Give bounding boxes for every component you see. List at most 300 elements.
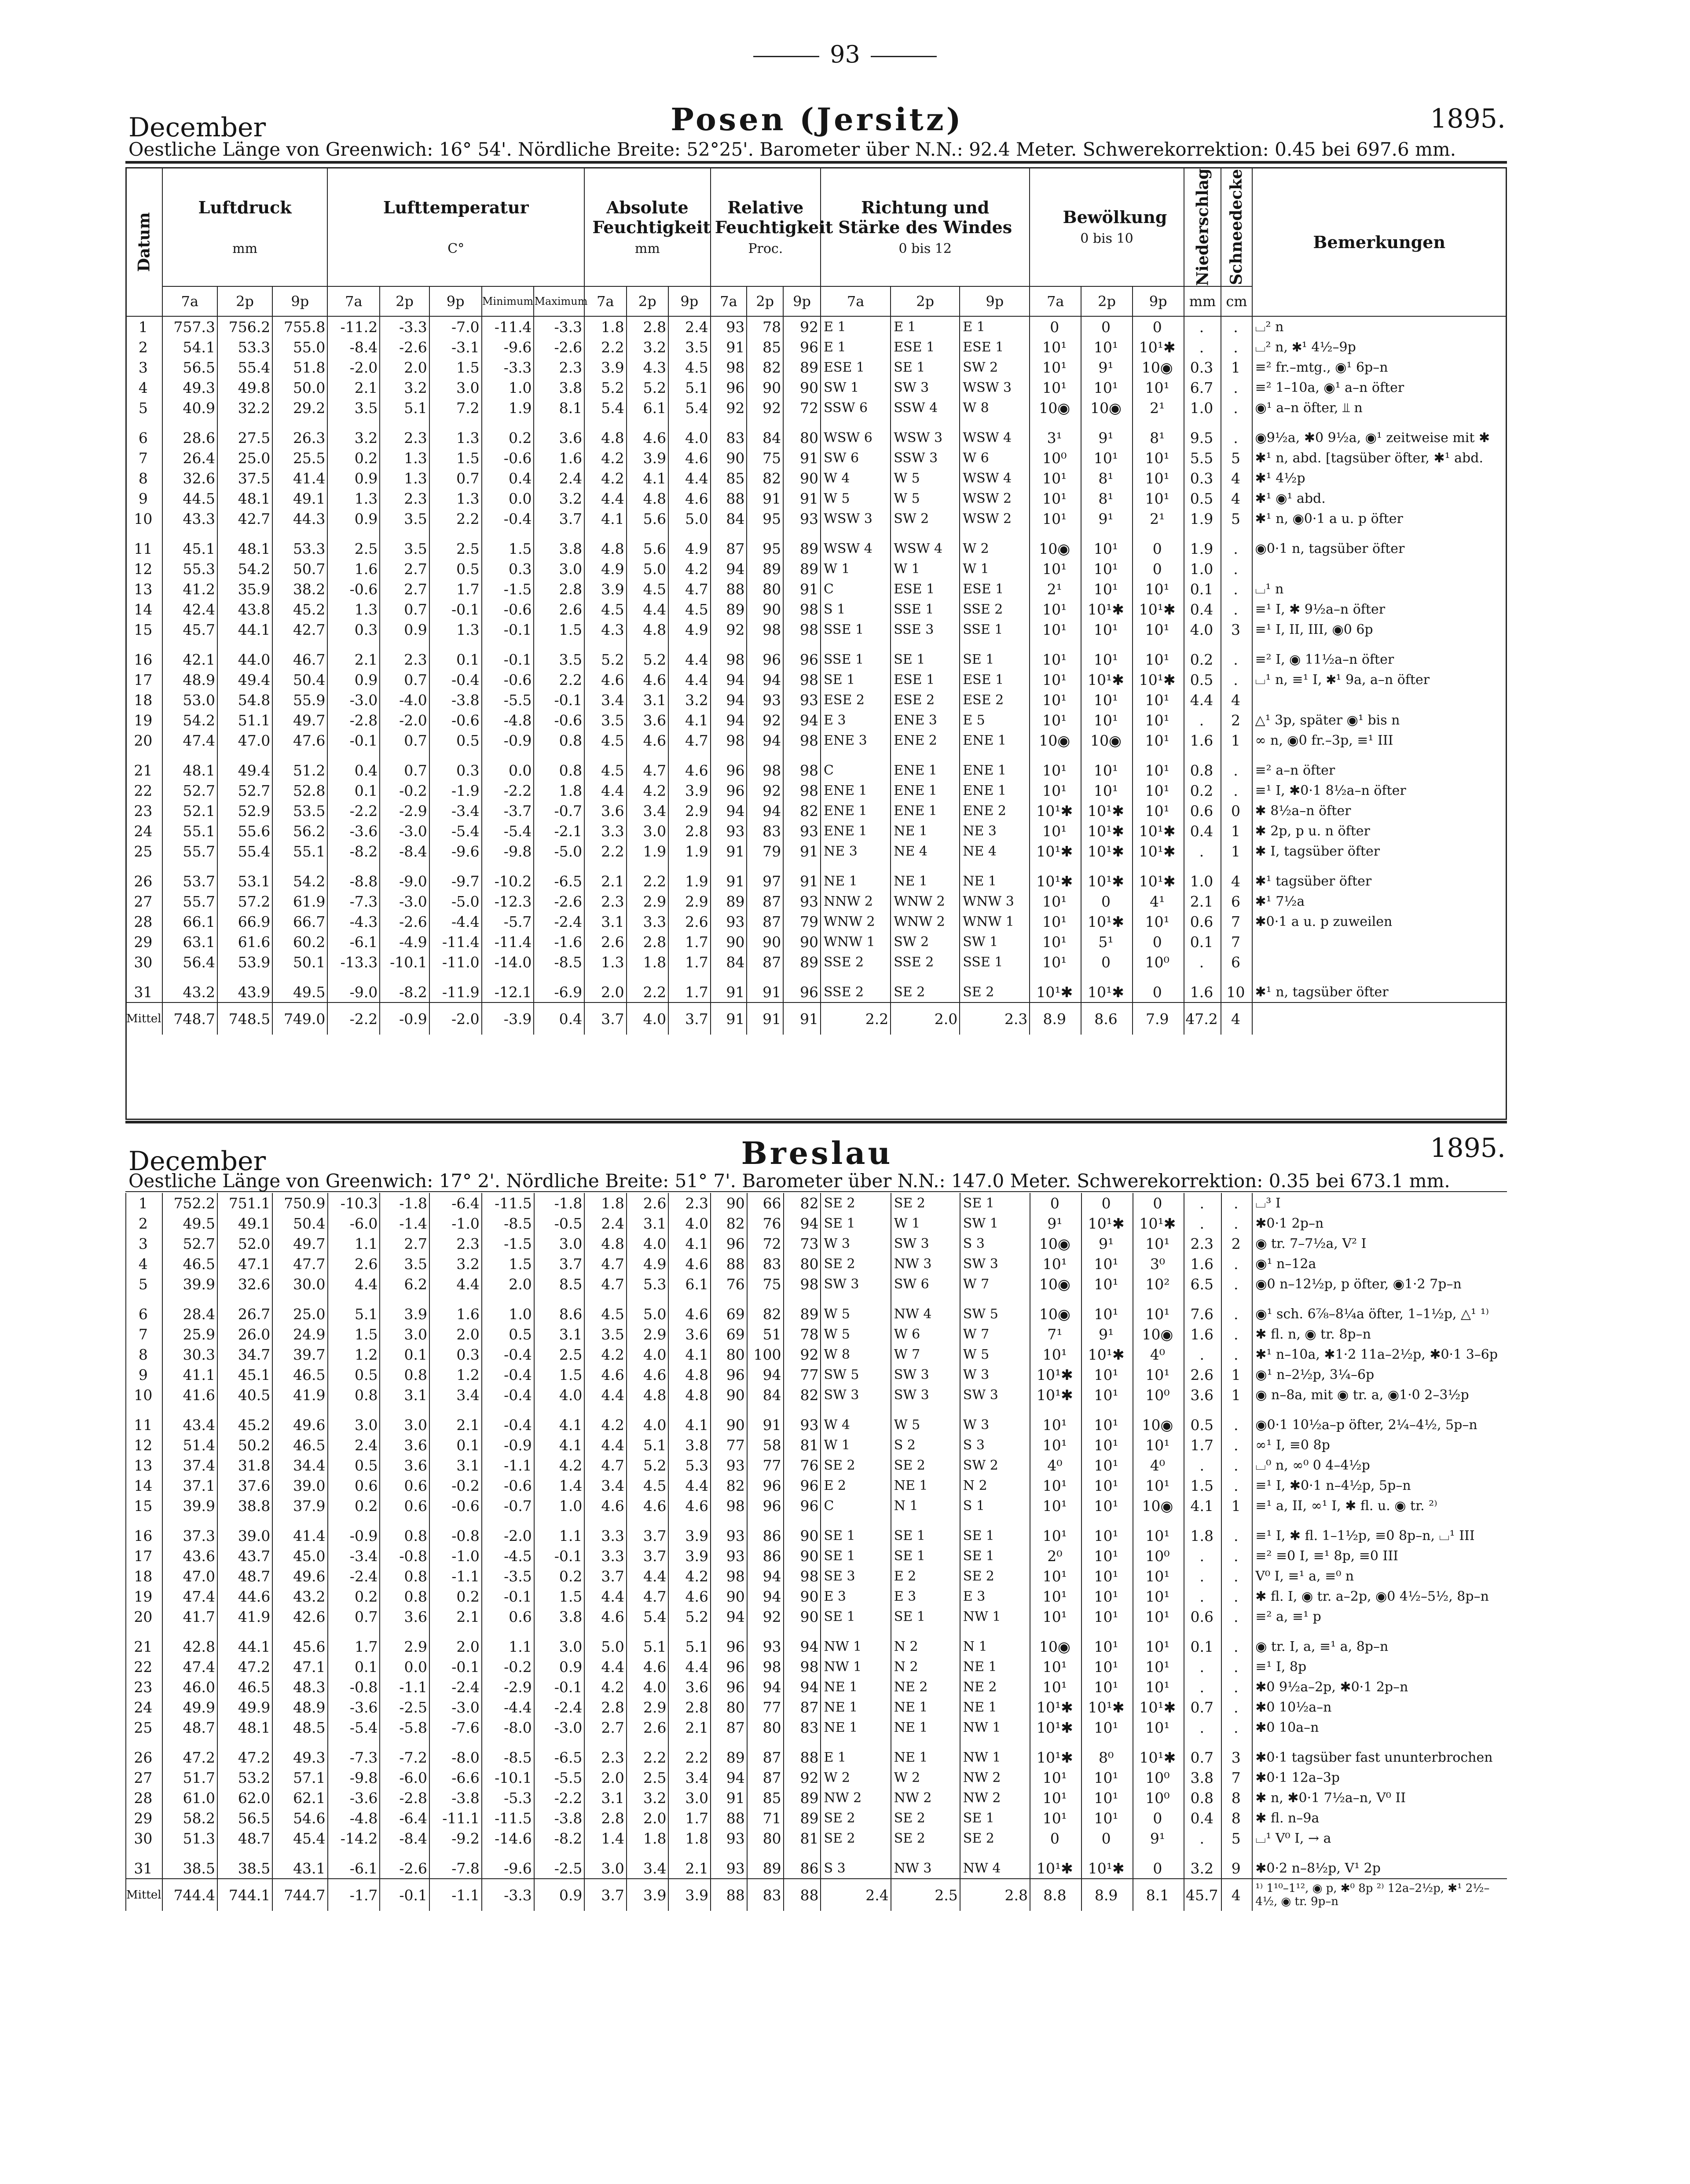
cell-r2: 87 [747, 1767, 784, 1788]
day-cell: 25 [126, 1717, 162, 1738]
cell-t7: 1.1 [328, 1233, 380, 1254]
cell-n: 1.9 [1184, 529, 1221, 559]
cell-b9: 10¹ [1133, 730, 1184, 750]
cell-p9: 47.6 [272, 730, 327, 750]
cell-p7: 40.9 [162, 398, 217, 418]
cell-p9: 50.4 [272, 669, 327, 690]
cell-a2: 6.1 [627, 398, 669, 418]
cell-w2: SE 2 [891, 1808, 960, 1828]
table-row [126, 1365, 1507, 1385]
cell-t2: 0.6 [380, 1475, 429, 1496]
cell-r2: 58 [747, 1435, 784, 1455]
cell-b7: 10¹ [1030, 952, 1081, 972]
cell-b7: 10¹ [1030, 1657, 1081, 1677]
cell-p9: 53.3 [272, 529, 327, 559]
cell-r9: 90 [784, 1516, 821, 1546]
cell-w2: S 2 [891, 1435, 960, 1455]
cell-rem: ✱¹ 7½a [1252, 891, 1507, 911]
cell-p7: 37.1 [162, 1475, 217, 1496]
cell-t2: 2.0 [380, 357, 429, 377]
cell-t9: 7.2 [429, 398, 482, 418]
cell-r2: 92 [747, 780, 783, 801]
cell-tmax: -2.5 [534, 1848, 585, 1879]
cell-n: 2.6 [1184, 1365, 1221, 1385]
cell-p9: 37.9 [272, 1496, 327, 1516]
cell-w7: NNW 2 [821, 891, 891, 911]
cell-t2: 0.6 [380, 1496, 429, 1516]
cell-p2: 32.2 [217, 398, 272, 418]
day-cell: 15 [126, 1496, 162, 1516]
cell-t9: -5.4 [429, 821, 482, 841]
cell-t2: 1.3 [380, 448, 429, 468]
cell-t7: 2.1 [327, 377, 380, 398]
cell-r2: 87 [747, 952, 783, 972]
cell-p9: 46.5 [272, 1365, 327, 1385]
cell-r7: 94 [711, 1606, 747, 1627]
cell-a7: 2.8 [584, 1808, 627, 1828]
cell-b2: 10¹ [1081, 1677, 1133, 1697]
cell-rem: ◉ tr. 7–7½a, V² I [1252, 1233, 1507, 1254]
sub-7a: 7a [711, 286, 747, 316]
cell-p2: 40.5 [217, 1385, 272, 1405]
cell-p9: 47.7 [272, 1254, 327, 1274]
cell-r2: 98 [747, 619, 783, 640]
cell-a9: 6.1 [668, 1274, 711, 1294]
cell-a9: 3.9 [668, 780, 711, 801]
cell-w7: W 5 [821, 1294, 891, 1324]
cell-b9: 10⁰ [1133, 1767, 1184, 1788]
cell-t7: 3.2 [327, 418, 380, 448]
cell-b2: 10¹✱ [1081, 972, 1133, 1002]
cell-b7: 10¹✱ [1030, 1738, 1081, 1767]
cell-r9: 90 [784, 1606, 821, 1627]
cell-s: . [1221, 529, 1252, 559]
cell-s: . [1221, 1606, 1252, 1627]
cell-t9: 1.7 [429, 579, 482, 599]
cell-t7: -5.4 [328, 1717, 380, 1738]
cell-p2: 53.2 [217, 1767, 272, 1788]
mean-a2: 3.9 [627, 1879, 669, 1911]
cell-p9: 51.8 [272, 357, 327, 377]
cell-b9: 10¹ [1133, 1365, 1184, 1385]
cell-t9: -0.4 [429, 669, 482, 690]
cell-r2: 89 [747, 1848, 784, 1879]
cell-p7: 44.5 [162, 488, 217, 509]
sub-2p: 2p [747, 286, 783, 316]
cell-rem: ≡² I, ◉ 11½a–n öfter [1252, 640, 1507, 669]
cell-tmin: -9.6 [482, 337, 534, 357]
cell-r9: 93 [783, 509, 821, 529]
cell-p7: 28.4 [162, 1294, 217, 1324]
cell-b2: 8¹ [1081, 468, 1133, 488]
cell-r7: 77 [711, 1435, 747, 1455]
cell-b9: 10¹ [1133, 1566, 1184, 1586]
cell-w9: NW 2 [960, 1767, 1030, 1788]
cell-rem: ◉0·1 n, tagsüber öfter [1252, 529, 1507, 559]
cell-r9: 91 [783, 579, 821, 599]
cell-w7: NE 1 [821, 1717, 891, 1738]
cell-t7: 1.2 [328, 1344, 380, 1365]
cell-n: 1.9 [1184, 509, 1221, 529]
mean-b2: 8.6 [1081, 1002, 1133, 1035]
cell-p9: 51.2 [272, 750, 327, 780]
cell-w7: NW 2 [821, 1788, 891, 1808]
cell-n: 4.0 [1184, 619, 1221, 640]
cell-b2: 10¹ [1081, 1294, 1133, 1324]
col-datum: Datum [126, 168, 162, 316]
cell-b9: 10◉ [1133, 1405, 1184, 1435]
cell-p7: 56.5 [162, 357, 217, 377]
cell-tmin: -4.8 [482, 710, 534, 730]
cell-tmax: 1.8 [534, 780, 584, 801]
cell-p2: 54.8 [217, 690, 272, 710]
cell-a7: 4.6 [584, 1606, 627, 1627]
cell-a2: 5.6 [627, 509, 669, 529]
cell-rem: ✱¹ n, ◉0·1 a u. p öfter [1252, 509, 1507, 529]
cell-p2: 751.1 [217, 1193, 272, 1213]
cell-n: 6.7 [1184, 377, 1221, 398]
cell-a9: 5.3 [668, 1455, 711, 1475]
cell-tmin: -9.8 [482, 841, 534, 861]
cell-r7: 90 [711, 1193, 747, 1213]
cell-tmax: 0.8 [534, 750, 584, 780]
cell-p9: 44.3 [272, 509, 327, 529]
cell-a7: 4.7 [584, 1274, 627, 1294]
cell-w2: SSW 3 [891, 448, 960, 468]
cell-p7: 39.9 [162, 1274, 217, 1294]
cell-t2: 3.5 [380, 509, 429, 529]
cell-b2: 10¹ [1081, 690, 1133, 710]
cell-s: . [1221, 669, 1252, 690]
cell-t7: -2.2 [327, 801, 380, 821]
cell-tmin: -0.6 [482, 669, 534, 690]
cell-s: . [1221, 1717, 1252, 1738]
cell-p2: 42.7 [217, 509, 272, 529]
cell-t9: -1.0 [429, 1213, 482, 1233]
cell-w2: NE 1 [891, 1738, 960, 1767]
cell-w7: ESE 2 [821, 690, 891, 710]
sub-9p: 9p [783, 286, 821, 316]
cell-s: . [1221, 579, 1252, 599]
cell-p7: 30.3 [162, 1344, 217, 1365]
cell-tmin: -14.0 [482, 952, 534, 972]
cell-p7: 51.7 [162, 1767, 217, 1788]
cell-b9: 0 [1133, 316, 1184, 337]
cell-t2: 1.3 [380, 468, 429, 488]
cell-r9: 93 [784, 1405, 821, 1435]
cell-a2: 4.5 [627, 579, 669, 599]
cell-w7: SE 1 [821, 1516, 891, 1546]
cell-n: 0.7 [1184, 1738, 1221, 1767]
cell-w7: ENE 1 [821, 821, 891, 841]
cell-a9: 3.2 [668, 690, 711, 710]
cell-t7: 0.9 [327, 669, 380, 690]
cell-a2: 4.7 [627, 750, 669, 780]
cell-w2: SSE 1 [891, 599, 960, 619]
cell-t7: -4.8 [328, 1808, 380, 1828]
sub-maximum: Maximum [534, 286, 584, 316]
sub-mm: mm [1184, 286, 1221, 316]
cell-t7: -8.8 [327, 861, 380, 891]
cell-r7: 76 [711, 1274, 747, 1294]
cell-r2: 82 [747, 1294, 784, 1324]
cell-t9: -8.0 [429, 1738, 482, 1767]
sub-9p: 9p [960, 286, 1030, 316]
day-cell: 9 [126, 1365, 162, 1385]
cell-tmax: -0.6 [534, 710, 584, 730]
cell-p7: 28.6 [162, 418, 217, 448]
cell-t7: -0.6 [327, 579, 380, 599]
cell-w2: W 2 [891, 1767, 960, 1788]
cell-rem: ✱0·1 2p–n [1252, 1213, 1507, 1233]
cell-n: . [1184, 1455, 1221, 1475]
cell-n: 3.6 [1184, 1385, 1221, 1405]
cell-t7: -9.8 [328, 1767, 380, 1788]
cell-p2: 43.8 [217, 599, 272, 619]
cell-r9: 98 [783, 599, 821, 619]
cell-p7: 41.1 [162, 1365, 217, 1385]
cell-rem: ◉¹ n–12a [1252, 1254, 1507, 1274]
cell-w7: C [821, 1496, 891, 1516]
cell-r9: 92 [784, 1767, 821, 1788]
cell-p7: 46.0 [162, 1677, 217, 1697]
day-cell: 3 [126, 357, 162, 377]
mean-a7: 3.7 [584, 1002, 627, 1035]
day-cell: 10 [126, 1385, 162, 1405]
cell-r7: 91 [711, 1788, 747, 1808]
cell-p7: 39.9 [162, 1496, 217, 1516]
cell-p2: 45.1 [217, 1365, 272, 1385]
cell-r7: 96 [711, 1627, 747, 1657]
cell-tmax: 3.8 [534, 529, 584, 559]
cell-b7: 10¹ [1030, 1767, 1081, 1788]
cell-t7: -10.3 [328, 1193, 380, 1213]
cell-a2: 4.5 [627, 1475, 669, 1496]
cell-a2: 2.2 [627, 861, 669, 891]
cell-b9: 0 [1133, 559, 1184, 579]
mean-row [126, 1879, 1507, 1911]
cell-rem: ◉¹ a–n öfter, ⫫ n [1252, 398, 1507, 418]
cell-t2: 0.1 [380, 1344, 429, 1365]
cell-tmin: -2.9 [482, 1677, 534, 1697]
cell-b9: 0 [1133, 1808, 1184, 1828]
cell-t9: 1.3 [429, 418, 482, 448]
cell-a2: 5.6 [627, 529, 669, 559]
day-cell: 5 [126, 1274, 162, 1294]
table-row [126, 1496, 1507, 1516]
cell-p2: 756.2 [217, 316, 272, 337]
cell-a9: 1.8 [668, 1828, 711, 1848]
cell-a7: 4.2 [584, 468, 627, 488]
cell-a7: 4.4 [584, 1435, 627, 1455]
cell-a7: 4.5 [584, 599, 627, 619]
cell-b2: 9¹ [1081, 1233, 1133, 1254]
cell-a2: 3.4 [627, 801, 669, 821]
cell-a7: 4.6 [584, 669, 627, 690]
col-abs-feuchte: Absolute Feuchtigkeit mm [584, 168, 711, 286]
cell-rem: ✱ 2p, p u. n öfter [1252, 821, 1507, 841]
header-rule [125, 1191, 1507, 1192]
station-title: Breslau [741, 1135, 893, 1171]
cell-a9: 2.8 [668, 821, 711, 841]
day-cell: 27 [126, 1767, 162, 1788]
cell-p9: 39.7 [272, 1344, 327, 1365]
day-cell: 14 [126, 1475, 162, 1496]
cell-w2: WSW 3 [891, 418, 960, 448]
cell-w2: W 1 [891, 1213, 960, 1233]
cell-p7: 26.4 [162, 448, 217, 468]
cell-w2: SE 1 [891, 640, 960, 669]
cell-b2: 10¹ [1081, 377, 1133, 398]
cell-tmin: 0.3 [482, 559, 534, 579]
cell-b9: 10¹ [1133, 1677, 1184, 1697]
cell-r7: 69 [711, 1324, 747, 1344]
cell-r7: 82 [711, 1475, 747, 1496]
cell-p9: 49.1 [272, 488, 327, 509]
cell-rem: ✱0·1 a u. p zuweilen [1252, 911, 1507, 932]
cell-a7: 3.3 [584, 1516, 627, 1546]
cell-b7: 10◉ [1030, 1274, 1081, 1294]
cell-r7: 96 [711, 377, 747, 398]
table-row [126, 1657, 1507, 1677]
cell-rem: ✱ fl. n–9a [1252, 1808, 1507, 1828]
col-schneedecke: Schneedecke [1221, 168, 1252, 286]
cell-p9: 46.5 [272, 1435, 327, 1455]
cell-r2: 82 [747, 357, 783, 377]
cell-r2: 87 [747, 1738, 784, 1767]
cell-a7: 5.4 [584, 398, 627, 418]
cell-a7: 4.5 [584, 1294, 627, 1324]
cell-p7: 32.6 [162, 468, 217, 488]
cell-a2: 2.8 [627, 932, 669, 952]
cell-p9: 24.9 [272, 1324, 327, 1344]
cell-tmin: 2.0 [482, 1274, 534, 1294]
cell-r9: 77 [784, 1365, 821, 1385]
cell-r2: 86 [747, 1546, 784, 1566]
col-wind: Richtung und Stärke des Windes 0 bis 12 [821, 168, 1030, 286]
day-cell: 25 [126, 841, 162, 861]
cell-tmin: -1.5 [482, 579, 534, 599]
cell-w9: NW 1 [960, 1717, 1030, 1738]
cell-b2: 10¹✱ [1081, 1213, 1133, 1233]
cell-p7: 37.3 [162, 1516, 217, 1546]
cell-w7: WSW 6 [821, 418, 891, 448]
cell-r2: 75 [747, 448, 783, 468]
cell-p9: 41.4 [272, 468, 327, 488]
cell-tmax: 3.5 [534, 640, 584, 669]
cell-s: 3 [1221, 1738, 1252, 1767]
cell-p7: 38.5 [162, 1848, 217, 1879]
cell-w9: NE 1 [960, 1657, 1030, 1677]
cell-r2: 85 [747, 337, 783, 357]
cell-tmin: -12.1 [482, 972, 534, 1002]
cell-r7: 88 [711, 1254, 747, 1274]
cell-r9: 76 [784, 1455, 821, 1475]
day-cell: 6 [126, 1294, 162, 1324]
cell-w9: SW 3 [960, 1254, 1030, 1274]
cell-t9: -0.1 [429, 599, 482, 619]
cell-a9: 2.4 [668, 316, 711, 337]
cell-p7: 54.1 [162, 337, 217, 357]
mean-s: 4 [1221, 1879, 1252, 1911]
cell-w2: E 2 [891, 1566, 960, 1586]
day-cell: 13 [126, 579, 162, 599]
cell-a7: 1.8 [584, 316, 627, 337]
section-header-posen [128, 95, 1506, 161]
mean-t9: -1.1 [429, 1879, 482, 1911]
cell-r7: 98 [711, 357, 747, 377]
cell-p9: 49.5 [272, 972, 327, 1002]
cell-t7: 0.2 [328, 1496, 380, 1516]
cell-p2: 56.5 [217, 1808, 272, 1828]
cell-t7: -9.0 [327, 972, 380, 1002]
table-row [126, 1193, 1507, 1213]
cell-w2: SSE 2 [891, 952, 960, 972]
cell-a9: 2.8 [668, 1697, 711, 1717]
cell-r9: 89 [783, 559, 821, 579]
cell-t2: -1.8 [380, 1193, 429, 1213]
cell-a7: 2.0 [584, 972, 627, 1002]
cell-n: . [1184, 1213, 1221, 1233]
cell-p9: 49.3 [272, 1738, 327, 1767]
cell-s: 1 [1221, 1365, 1252, 1385]
cell-p2: 26.7 [217, 1294, 272, 1324]
cell-a2: 2.2 [627, 972, 669, 1002]
cell-b7: 9¹ [1030, 1213, 1081, 1233]
cell-tmax: -5.5 [534, 1767, 585, 1788]
cell-w9: NE 3 [960, 821, 1030, 841]
cell-rem: ≡¹ a, II, ∞¹ I, ✱ fl. u. ◉ tr. ²⁾ [1252, 1496, 1507, 1516]
cell-rem: ⌴¹ n [1252, 579, 1507, 599]
mean-p7: 744.4 [162, 1879, 217, 1911]
cell-a7: 4.1 [584, 509, 627, 529]
cell-rem: ✱¹ n–10a, ✱1·2 11a–2½p, ✱0·1 3–6p [1252, 1344, 1507, 1365]
cell-n: 1.6 [1184, 730, 1221, 750]
cell-r2: 91 [747, 1405, 784, 1435]
cell-n: 0.1 [1184, 1627, 1221, 1657]
cell-a7: 4.4 [584, 1385, 627, 1405]
cell-t7: -14.2 [328, 1828, 380, 1848]
cell-w9: NE 4 [960, 841, 1030, 861]
cell-rem: ✱0·1 tagsüber fast ununterbrochen [1252, 1738, 1507, 1767]
cell-p7: 53.0 [162, 690, 217, 710]
cell-t2: -2.6 [380, 911, 429, 932]
cell-n: . [1184, 1657, 1221, 1677]
cell-p7: 54.2 [162, 710, 217, 730]
cell-a7: 4.5 [584, 730, 627, 750]
cell-t7: -0.1 [327, 730, 380, 750]
cell-p2: 34.7 [217, 1344, 272, 1365]
cell-a9: 3.9 [668, 1546, 711, 1566]
cell-p9: 49.7 [272, 1233, 327, 1254]
cell-p2: 44.1 [217, 1627, 272, 1657]
cell-p7: 58.2 [162, 1808, 217, 1828]
cell-p9: 41.9 [272, 1385, 327, 1405]
cell-b7: 10¹ [1030, 377, 1081, 398]
cell-rem: ◉¹ n–2½p, 3¼–6p [1252, 1365, 1507, 1385]
cell-s: . [1221, 1475, 1252, 1496]
cell-p7: 51.3 [162, 1828, 217, 1848]
day-cell: 2 [126, 337, 162, 357]
cell-r9: 96 [784, 1496, 821, 1516]
cell-w7: SSE 2 [821, 972, 891, 1002]
table-row [126, 1435, 1507, 1455]
cell-w2: NW 3 [891, 1254, 960, 1274]
cell-rem: ✱¹ 4½p [1252, 468, 1507, 488]
cell-r2: 87 [747, 911, 783, 932]
cell-t7: -2.0 [327, 357, 380, 377]
cell-w7: NW 1 [821, 1657, 891, 1677]
